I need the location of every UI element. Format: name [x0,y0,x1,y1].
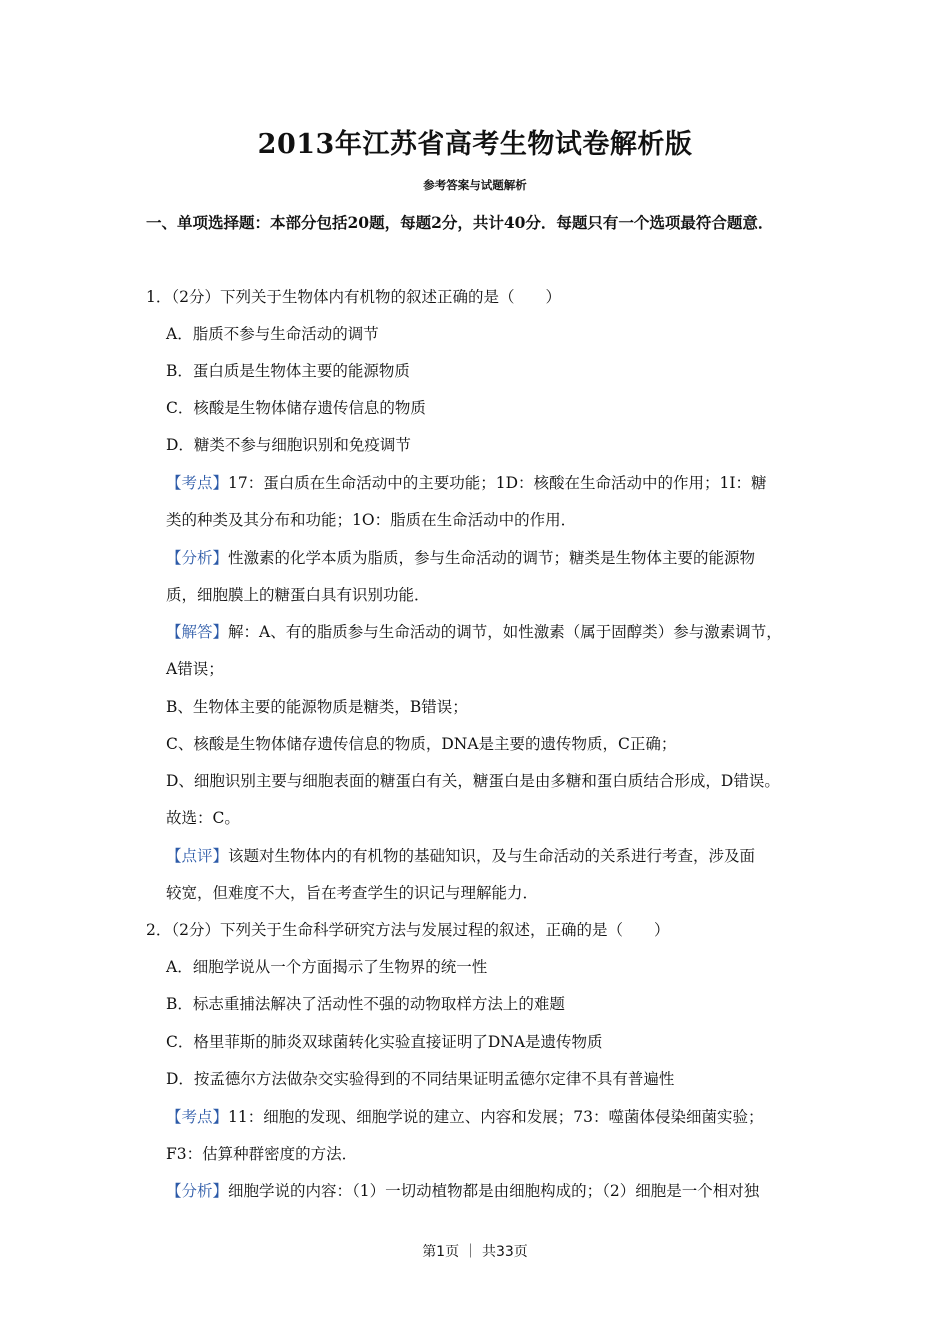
q2-kaodian-line-2: F3：估算种群密度的方法． [166,1145,358,1163]
document-title: 2013年江苏省高考生物试卷解析版 [257,129,693,160]
q1-kaodian-text-1: 17：蛋白质在生命活动中的主要功能；1D：核酸在生命活动中的作用；1I：糖 [228,474,767,492]
question-2-stem: 2．（2分）下列关于生命科学研究方法与发展过程的叙述，正确的是（ ） [146,921,670,939]
q2-kaodian-line-1 [166,1107,763,1127]
q1-dianping-line-1 [166,846,755,866]
question-1-option-c: C．核酸是生物体储存遗传信息的物质 [166,399,426,417]
dianping-tag: 【点评】 [166,847,229,865]
question-1-option-a: A．脂质不参与生命活动的调节 [166,325,379,343]
q1-fenxi-line-2: 质，细胞膜上的糖蛋白具有识别功能． [166,586,430,604]
q2-kaodian-text-1: 11：细胞的发现、细胞学说的建立、内容和发展；73：噬菌体侵染细菌实验； [228,1108,764,1126]
fenxi-tag: 【分析】 [166,1182,229,1200]
q1-jieda-line-3: B、生物体主要的能源物质是糖类，B错误； [166,698,468,716]
question-2-option-a: A．细胞学说从一个方面揭示了生物界的统一性 [166,958,488,976]
q1-jieda-line-2: A错误； [166,660,224,678]
question-1-stem: 1．（2分）下列关于生物体内有机物的叙述正确的是（ ） [146,288,561,306]
q1-jieda-line-4: C、核酸是生物体储存遗传信息的物质，DNA是主要的遗传物质，C正确； [166,735,677,753]
section-heading: 一、单项选择题：本部分包括20题，每题2分，共计40分．每题只有一个选项最符合题意． [146,213,774,232]
q2-fenxi-text-1: 细胞学说的内容：（1）一切动植物都是由细胞构成的；（2）细胞是一个相对独 [228,1182,760,1200]
q1-dianping-text-1: 该题对生物体内的有机物的基础知识，及与生命活动的关系进行考查，涉及面 [228,847,756,865]
q1-fenxi-line-1 [166,548,755,568]
question-1-option-d: D．糖类不参与细胞识别和免疫调节 [166,436,411,454]
question-2-option-b: B．标志重捕法解决了活动性不强的动物取样方法上的难题 [166,995,565,1013]
q1-jieda-text-1: 解：A、有的脂质参与生命活动的调节，如性激素（属于固醇类）参与激素调节， [228,623,782,641]
fenxi-tag: 【分析】 [166,549,229,567]
kaodian-tag: 【考点】 [166,1108,229,1126]
q1-jieda-line-6: 故选：C。 [166,809,240,827]
kaodian-tag: 【考点】 [166,474,229,492]
page-footer: 第1页 ｜ 共33页 [422,1244,528,1260]
q1-dianping-line-2: 较宽，但难度不大，旨在考查学生的识记与理解能力． [166,884,539,902]
question-2-option-c: C．格里菲斯的肺炎双球菌转化实验直接证明了DNA是遗传物质 [166,1033,603,1051]
question-1-option-b: B．蛋白质是生物体主要的能源物质 [166,362,410,380]
document-subtitle: 参考答案与试题解析 [423,178,527,192]
q1-jieda-line-5: D、细胞识别主要与细胞表面的糖蛋白有关，糖蛋白是由多糖和蛋白质结合形成，D错误。 [166,772,780,790]
q1-kaodian-line-2: 类的种类及其分布和功能；1O：脂质在生命活动中的作用． [166,511,577,529]
q1-fenxi-text-1: 性激素的化学本质为脂质，参与生命活动的调节；糖类是生物体主要的能源物 [228,549,756,567]
jieda-tag: 【解答】 [166,623,229,641]
q2-fenxi-line-1 [166,1181,759,1201]
q1-kaodian-line-1 [166,473,767,493]
q1-jieda-line-1 [166,622,782,642]
question-2-option-d: D．按孟德尔方法做杂交实验得到的不同结果证明孟德尔定律不具有普遍性 [166,1070,675,1088]
